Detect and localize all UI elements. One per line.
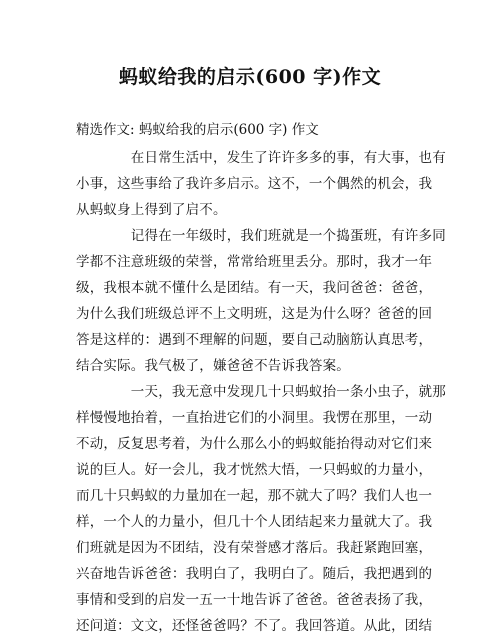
essay-subtitle: 精选作文: 蚂蚁给我的启示(600 字) 作文: [76, 122, 319, 138]
body-line: 答是这样的：遇到不理解的问题，要自己动脑筋认真思考，: [76, 332, 433, 348]
body-line: 样慢慢地抬着，一直抬进它们的小洞里。我愣在那里，一动: [76, 410, 433, 426]
body-line: 还问道：文文，还怪爸爸吗？不了。我回答道。从此，团结: [76, 618, 433, 634]
page-title: 蚂蚁给我的启示(600 字)作文: [118, 66, 382, 88]
body-line: 记得在一年级时，我们班就是一个捣蛋班，有许多同: [76, 228, 446, 244]
body-line: 说的巨人。好一会儿，我才恍然大悟，一只蚂蚁的力量小，: [76, 462, 433, 478]
body-line: 结合实际。我气极了，嫌爸爸不告诉我答案。: [76, 358, 350, 374]
body-line: 从蚂蚁身上得到了启不。: [76, 202, 227, 218]
body-line: 在日常生活中，发生了许许多多的事，有大事，也有: [76, 150, 446, 166]
body-line: 兴奋地告诉爸爸：我明白了，我明白了。随后，我把遇到的: [76, 566, 433, 582]
body-line: 而几十只蚂蚁的力量加在一起，那不就大了吗？我们人也一: [76, 488, 433, 504]
body-line: 们班就是因为不团结，没有荣誉感才落后。我赶紧跑回塞，: [76, 540, 433, 556]
body-line: 为什么我们班级总评不上文明班，这是为什么呀？爸爸的回: [76, 306, 433, 322]
body-line: 级，我根本就不懂什么是团结。有一天，我问爸爸：爸爸，: [76, 280, 433, 296]
body-line: 一天，我无意中发现几十只蚂蚁抬一条小虫子，就那: [76, 384, 446, 400]
body-line: 学都不注意班级的荣誉，常常给班里丢分。那时，我才一年: [76, 254, 433, 270]
body-line: 事情和受到的启发一五一十地告诉了爸爸。爸爸表扬了我，: [76, 592, 433, 608]
body-line: 不动，反复思考着，为什么那么小的蚂蚁能抬得动对它们来: [76, 436, 433, 452]
body-line: 小事，这些事给了我许多启示。这不，一个偶然的机会，我: [76, 176, 433, 192]
body-line: 样，一个人的力量小，但几十个人团结起来力量就大了。我: [76, 514, 433, 530]
